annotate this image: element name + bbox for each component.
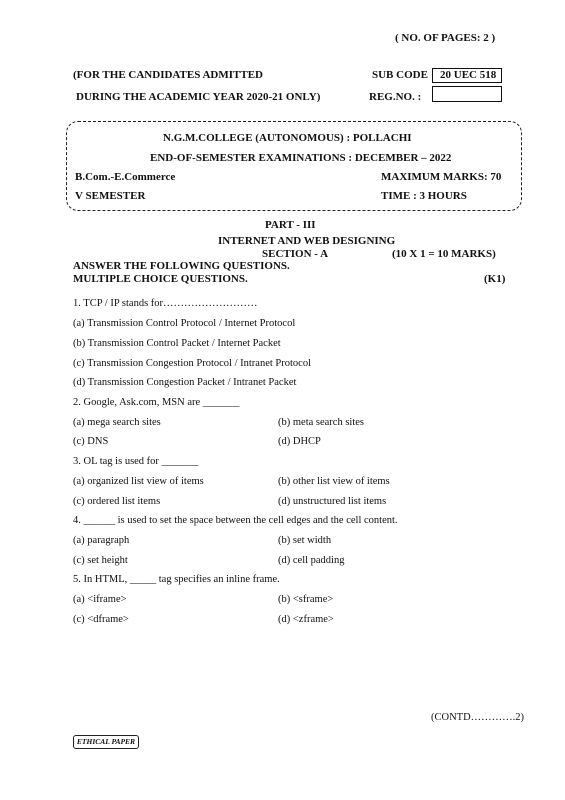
- sub-code-box: [432, 68, 502, 83]
- question-1-option-d: (d) Transmission Congestion Packet / Intranet Packet: [73, 377, 297, 388]
- candidates-line-1: (FOR THE CANDIDATES ADMITTED: [73, 69, 263, 81]
- continued-note: (CONTD………….2): [431, 712, 525, 723]
- question-1-option-b: (b) Transmission Control Packet / Internet Packet: [73, 338, 281, 349]
- question-4-option-b: (b) set width: [278, 535, 332, 546]
- time-allowed: TIME : 3 HOURS: [381, 190, 467, 202]
- question-1-option-a: (a) Transmission Control Protocol / Internet Protocol: [73, 318, 296, 329]
- question-1-option-c: (c) Transmission Congestion Protocol / Intranet Protocol: [73, 358, 311, 369]
- question-1: 1. TCP / IP stands for………………………: [73, 298, 258, 309]
- question-2-option-a: (a) mega search sites: [73, 417, 161, 428]
- knowledge-level: (K1): [484, 273, 506, 285]
- exam-title: END-OF-SEMESTER EXAMINATIONS : DECEMBER – 2022: [150, 152, 452, 164]
- question-2-option-b: (b) meta search sites: [278, 417, 365, 428]
- question-4-option-a: (a) paragraph: [73, 535, 130, 546]
- instruction-mcq: MULTIPLE CHOICE QUESTIONS.: [73, 273, 248, 285]
- sub-code-value: 20 UEC 518: [440, 69, 497, 81]
- question-5-option-c: (c) <dframe>: [73, 614, 129, 625]
- question-2: 2. Google, Ask.com, MSN are _______: [73, 397, 240, 408]
- question-5-option-a: (a) <iframe>: [73, 594, 127, 605]
- section-marks: (10 X 1 = 10 MARKS): [392, 248, 496, 260]
- sub-code-label: SUB CODE: [372, 69, 428, 81]
- part-heading: PART - III: [265, 219, 316, 231]
- question-3: 3. OL tag is used for _______: [73, 456, 199, 467]
- reg-no-label: REG.NO. :: [369, 91, 422, 103]
- question-3-option-a: (a) organized list view of items: [73, 476, 204, 487]
- semester: V SEMESTER: [75, 190, 146, 202]
- max-marks: MAXIMUM MARKS: 70: [381, 171, 502, 183]
- page-count: ( NO. OF PAGES: 2 ): [395, 32, 496, 44]
- question-2-option-d: (d) DHCP: [278, 436, 321, 447]
- instruction-answer: ANSWER THE FOLLOWING QUESTIONS.: [73, 260, 290, 272]
- ethical-paper-stamp: ETHICAL PAPER: [73, 735, 139, 749]
- question-5-option-d: (d) <zframe>: [278, 614, 334, 625]
- question-5: 5. In HTML, _____ tag specifies an inline frame.: [73, 574, 280, 585]
- question-4-option-c: (c) set height: [73, 555, 128, 566]
- section-heading: SECTION - A: [262, 248, 329, 260]
- college-name: N.G.M.COLLEGE (AUTONOMOUS) : POLLACHI: [163, 132, 412, 144]
- question-2-option-c: (c) DNS: [73, 436, 109, 447]
- question-3-option-d: (d) unstructured list items: [278, 496, 387, 507]
- question-4: 4. ______ is used to set the space between the cell edges and the cell content.: [73, 515, 398, 526]
- subject-heading: INTERNET AND WEB DESIGNING: [218, 235, 396, 247]
- question-3-option-b: (b) other list view of items: [278, 476, 390, 487]
- question-4-option-d: (d) cell padding: [278, 555, 345, 566]
- program-name: B.Com.-E.Commerce: [75, 171, 176, 183]
- question-3-option-c: (c) ordered list items: [73, 496, 161, 507]
- candidates-line-2: DURING THE ACADEMIC YEAR 2020-21 ONLY): [76, 91, 321, 103]
- question-5-option-b: (b) <sframe>: [278, 594, 334, 605]
- reg-no-box[interactable]: [432, 86, 502, 102]
